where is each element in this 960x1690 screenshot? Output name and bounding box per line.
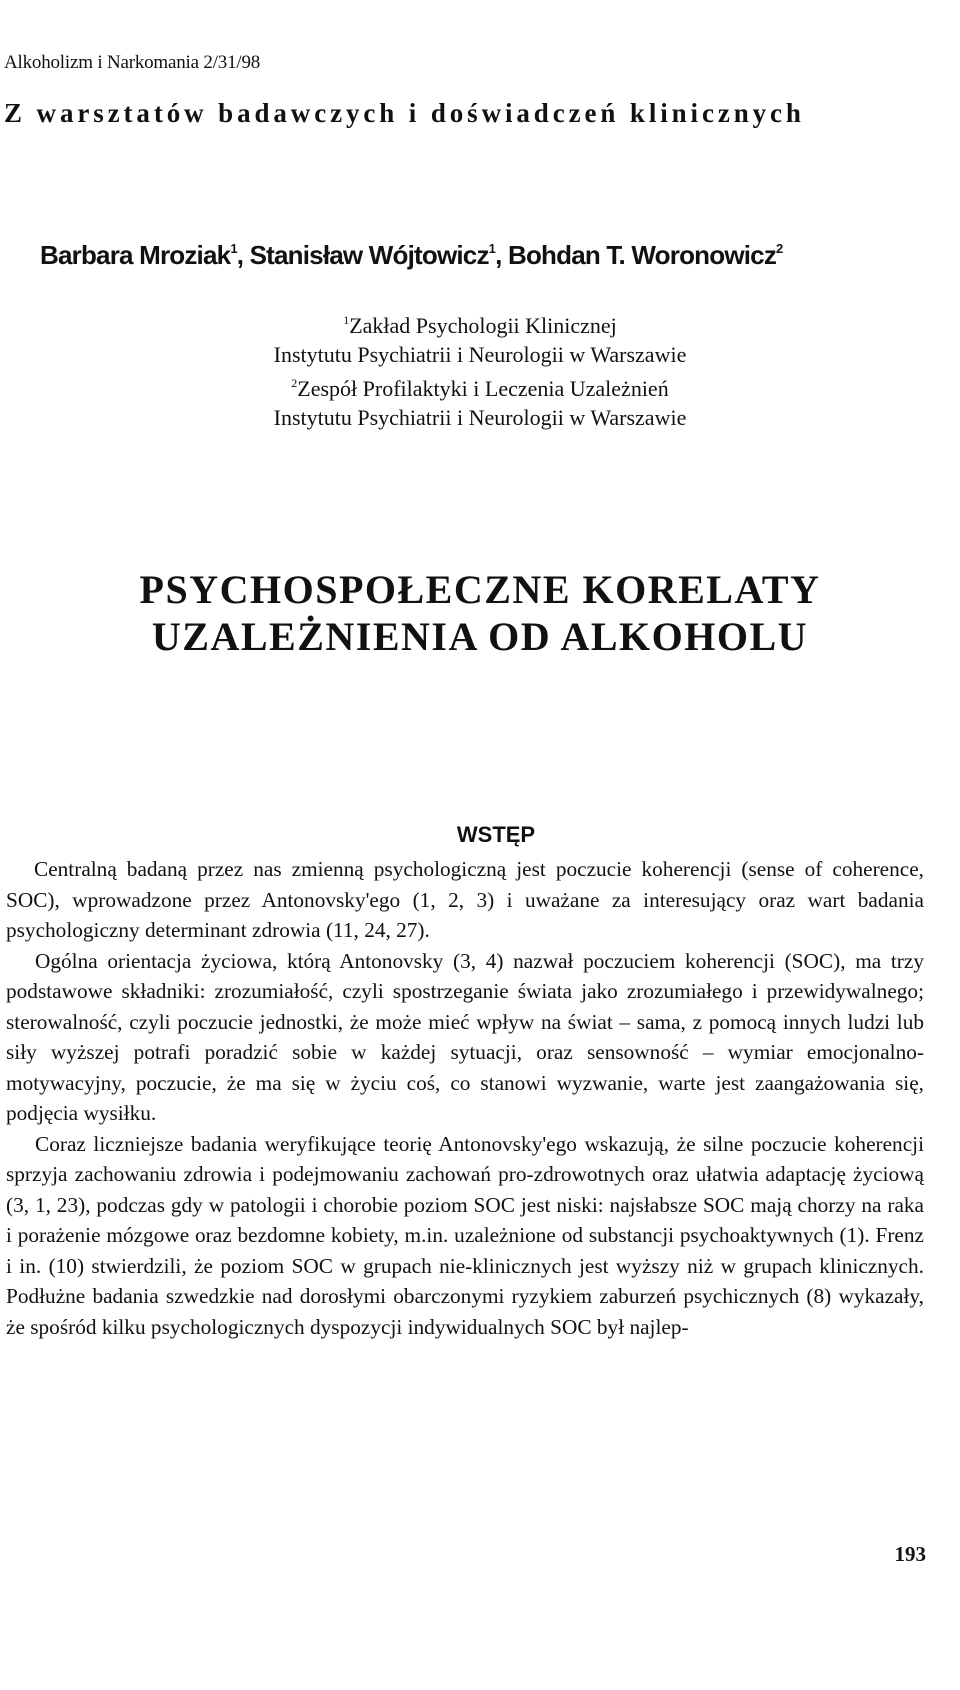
paragraph: Ogólna orientacja życiowa, którą Antonovsky (3, 4) nazwał poczuciem koherencji (SOC), ma trzy podstawowe składniki: zrozumiałość, czyli spostrzeganie świata jako zrozumiałego i przewidywalnego; sterowalność, czyli poczucie jednostki, że może mieć wpływ na świat – sama, z pomocą innych ludzi lub siły wyższej potrafi poradzić sobie w każdej sytuacji, oraz sensowność – wymiar emocjonalno-motywacyjny, poczucie, że ma się w życiu coś, co stanowi wyzwanie, warte jest zaangażowania się, podjęcia wysiłku. bbox=[6, 948, 924, 1125]
paper-title-line: PSYCHOSPOŁECZNE KORELATY bbox=[139, 567, 821, 612]
section-title: Z warsztatów badawczych i doświadczeń klinicznych bbox=[4, 98, 805, 128]
affiliation-text: Zespół Profilaktyki i Leczenia Uzależnień bbox=[297, 376, 669, 401]
author-name: Stanisław Wójtowicz bbox=[249, 240, 489, 270]
paper-title bbox=[0, 566, 960, 660]
author-name: Bohdan T. Woronowicz bbox=[507, 240, 777, 270]
affiliation-mark: 2 bbox=[291, 376, 298, 390]
author-name: Barbara Mroziak bbox=[40, 240, 231, 270]
paragraph: Coraz liczniejsze badania weryfikujące teorię Antonovsky'ego wskazują, że silne poczucie koherencji sprzyja zachowaniu zdrowia i podejmowaniu zachowań pro-zdrowotnych oraz ułatwia adaptację życiową (3, 1, 23), podczas gdy w patologii i chorobie poziom SOC jest niski: najsłabsze SOC mają chorzy na raka i porażenie mózgowe oraz bezdomne kobiety, m.in. uzależnione od substancji psychoaktywnych (1). Frenz i in. (10) stwierdzili, że poziom SOC w grupach nie-klinicznych jest wyższy niż w grupach klinicznych. Podłużne badania szwedzkie nad dorosłymi obarczonymi ryzykiem zaburzeń psychicznych (8) wykazały, że spośród kilku psychologicznych dyspozycji indywidualnych SOC był najlep- bbox=[6, 1131, 924, 1339]
author-separator: , bbox=[236, 240, 250, 270]
paragraph: Centralną badaną przez nas zmienną psychologiczną jest poczucie koherencji (sense of coherence, SOC), wprowadzone przez Antonovsky'ego (1, 2, 3) i uważane za interesujący oraz wart badania psychologiczny determinant zdrowia (11, 24, 27). bbox=[6, 857, 924, 942]
author-separator: , bbox=[495, 240, 508, 270]
author-list bbox=[40, 240, 782, 271]
section-heading: WSTĘP bbox=[456, 822, 536, 847]
journal-header: Alkoholizm i Narkomania 2/31/98 bbox=[4, 52, 261, 73]
author-affiliation-mark: 2 bbox=[776, 241, 783, 256]
body-text bbox=[6, 854, 924, 1342]
paper-title-line: UZALEŻNIENIA OD ALKOHOLU bbox=[151, 614, 809, 659]
author-affiliation-mark: 1 bbox=[488, 241, 496, 256]
affiliation-line bbox=[0, 369, 960, 403]
affiliations bbox=[0, 306, 960, 432]
affiliation-line bbox=[0, 306, 960, 340]
affiliation-text: Zakład Psychologii Klinicznej bbox=[349, 313, 617, 338]
affiliation-mark: 1 bbox=[343, 313, 350, 327]
author-affiliation-mark: 1 bbox=[230, 241, 237, 256]
page-number: 193 bbox=[894, 1542, 926, 1566]
affiliation-line: Instytutu Psychiatrii i Neurologii w Warszawie bbox=[273, 405, 687, 430]
affiliation-line: Instytutu Psychiatrii i Neurologii w Warszawie bbox=[273, 342, 687, 367]
